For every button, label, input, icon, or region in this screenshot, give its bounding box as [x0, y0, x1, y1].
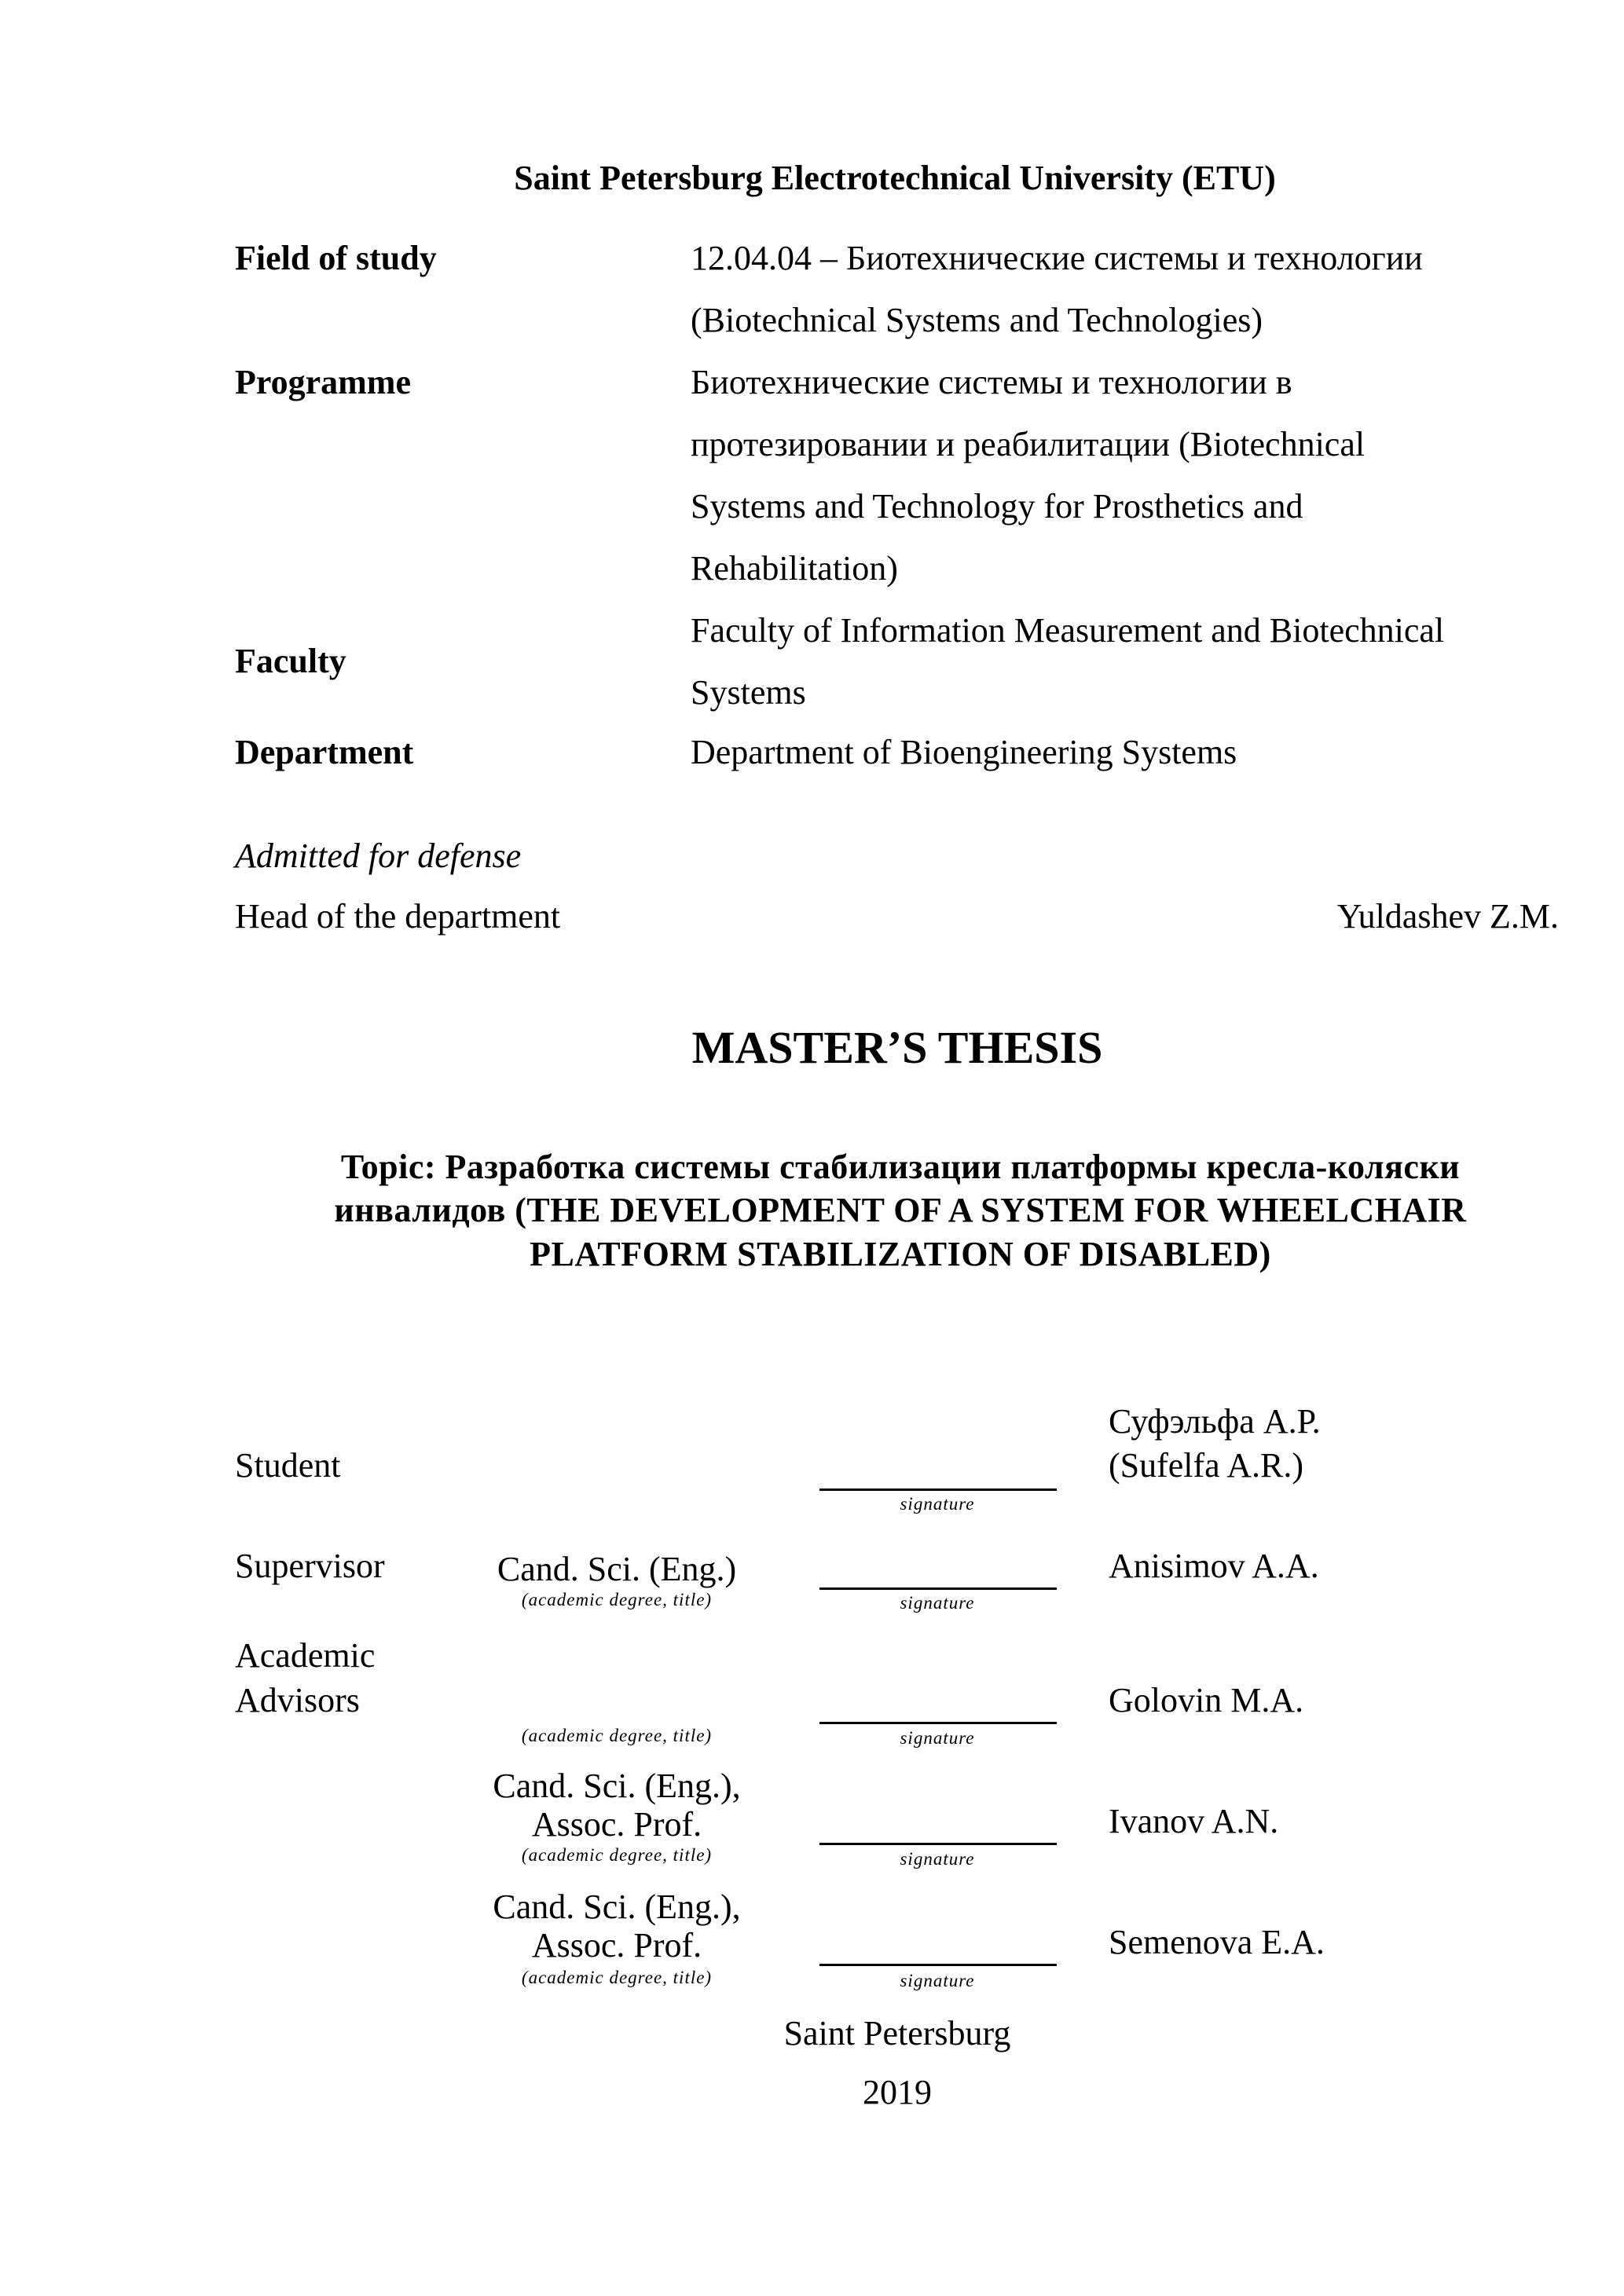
- department-value: Department of Bioengineering Systems: [691, 733, 1237, 771]
- signature-caption: signature: [900, 1971, 975, 1990]
- student-name: Суфэльфа А.Р.: [1109, 1402, 1321, 1441]
- signature-line: [819, 1843, 1057, 1845]
- advisor-degree: Cand. Sci. (Eng.),: [493, 1767, 741, 1805]
- field-of-study-label: Field of study: [235, 239, 437, 277]
- signature-caption: signature: [900, 1849, 975, 1869]
- signature-line: [819, 1489, 1057, 1491]
- signature-caption: signature: [900, 1593, 975, 1613]
- programme-value: Биотехнические системы и технологии в: [691, 363, 1292, 401]
- programme-value: протезировании и реабилитации (Biotechnical: [691, 425, 1366, 463]
- document-title: MASTER’S THESIS: [691, 1022, 1103, 1073]
- faculty-value: Faculty of Information Measurement and Biotechnical: [691, 611, 1445, 650]
- degree-caption: (academic degree, title): [521, 1845, 713, 1865]
- student-label: Student: [235, 1446, 341, 1485]
- admitted-for-defense: Admitted for defense: [235, 837, 522, 875]
- supervisor-name: Anisimov A.A.: [1109, 1547, 1319, 1585]
- university-name: Saint Petersburg Electrotechnical University (ETU): [514, 159, 1276, 197]
- topic-line: инвалидов (THE DEVELOPMENT OF A SYSTEM FOR WHEELCHAIR: [334, 1191, 1467, 1229]
- signature-line: [819, 1964, 1057, 1966]
- signature-line: [819, 1587, 1057, 1590]
- advisors-label: Advisors: [235, 1681, 360, 1719]
- advisor-degree: Assoc. Prof.: [531, 1926, 702, 1965]
- advisor-degree: Cand. Sci. (Eng.),: [493, 1888, 741, 1926]
- city: Saint Petersburg: [783, 2014, 1011, 2052]
- signature-line: [819, 1722, 1057, 1724]
- faculty-label: Faculty: [235, 642, 346, 680]
- degree-caption: (academic degree, title): [521, 1590, 713, 1609]
- advisor-name: Semenova E.A.: [1109, 1923, 1325, 1961]
- field-of-study-value: (Biotechnical Systems and Technologies): [691, 301, 1263, 339]
- advisor-degree: Assoc. Prof.: [531, 1805, 702, 1844]
- department-label: Department: [235, 733, 414, 771]
- programme-value: Rehabilitation): [691, 549, 898, 588]
- student-name: (Sufelfa A.R.): [1109, 1446, 1304, 1485]
- supervisor-degree: Cand. Sci. (Eng.): [497, 1550, 737, 1588]
- signature-caption: signature: [900, 1494, 975, 1514]
- topic-line: Topic: Разработка системы стабилизации платформы кресла-коляски: [340, 1148, 1461, 1186]
- head-name: Yuldashev Z.M.: [1336, 897, 1559, 936]
- advisor-name: Ivanov A.N.: [1109, 1802, 1279, 1840]
- advisors-label: Academic: [235, 1636, 376, 1675]
- programme-value: Systems and Technology for Prosthetics and: [691, 487, 1303, 525]
- signature-caption: signature: [900, 1728, 975, 1748]
- degree-caption: (academic degree, title): [521, 1726, 713, 1745]
- year: 2019: [863, 2073, 932, 2111]
- faculty-value: Systems: [691, 673, 806, 712]
- programme-label: Programme: [235, 363, 411, 401]
- supervisor-label: Supervisor: [235, 1547, 385, 1585]
- field-of-study-value: 12.04.04 – Биотехнические системы и технологии: [691, 239, 1423, 277]
- degree-caption: (academic degree, title): [521, 1968, 713, 1987]
- topic-line: PLATFORM STABILIZATION OF DISABLED): [530, 1235, 1271, 1273]
- advisor-name: Golovin M.A.: [1109, 1681, 1304, 1719]
- head-label: Head of the department: [235, 897, 561, 936]
